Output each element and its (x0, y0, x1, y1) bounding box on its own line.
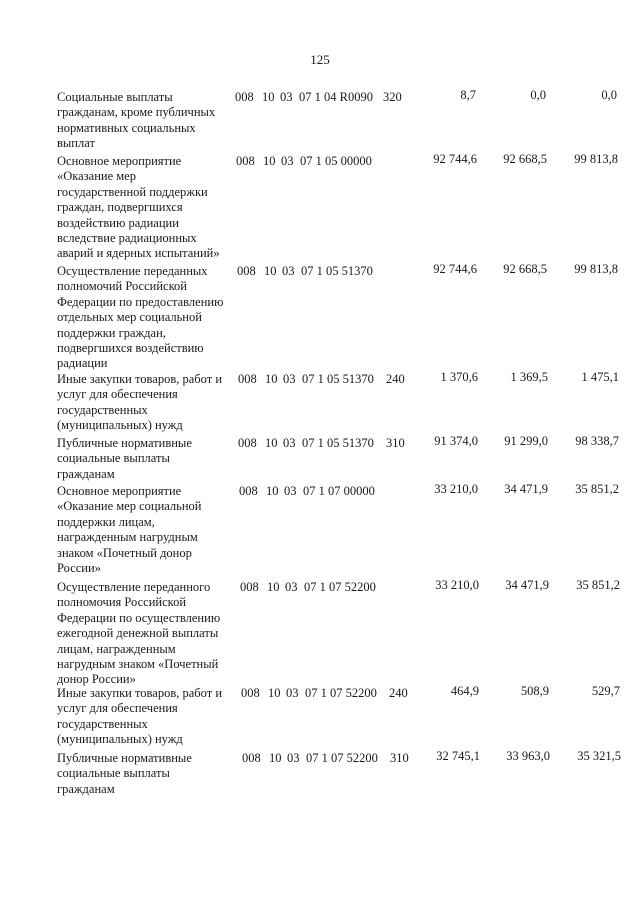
subsection-code: 03 (284, 484, 297, 498)
section-code: 10 (265, 372, 278, 386)
value-year-1: 92 744,6 (433, 262, 477, 276)
value-year-1: 32 745,1 (436, 749, 480, 763)
subsection-code: 03 (285, 580, 298, 594)
value-year-3: 35 851,2 (575, 482, 619, 496)
target-article-code: 07 1 07 52200 (306, 751, 378, 765)
expense-type-code: 310 (390, 751, 409, 765)
subsection-code: 03 (283, 372, 296, 386)
value-year-2: 508,9 (520, 684, 549, 698)
expense-type-code: 320 (383, 90, 402, 104)
ministry-code: 008 (238, 372, 257, 386)
value-year-1: 8,7 (460, 88, 476, 102)
section-code: 10 (269, 751, 282, 765)
subsection-code: 03 (287, 751, 300, 765)
page-number: 125 (310, 52, 330, 67)
ministry-code: 008 (235, 90, 254, 104)
target-article-code: 07 1 07 52200 (305, 686, 377, 700)
expense-type-code: 240 (386, 372, 405, 386)
value-year-3: 98 338,7 (575, 434, 619, 448)
section-code: 10 (264, 264, 277, 278)
value-year-3: 35 321,5 (577, 749, 621, 763)
ministry-code: 008 (241, 686, 260, 700)
target-article-code: 07 1 05 00000 (300, 154, 372, 168)
value-year-2: 91 299,0 (504, 434, 548, 448)
section-code: 10 (266, 484, 279, 498)
row-name: Иные закупки товаров, работ и услуг для обеспечения государственных (муниципальных) нужд (57, 686, 223, 747)
target-article-code: 07 1 05 51370 (302, 436, 374, 450)
target-article-code: 07 1 07 52200 (304, 580, 376, 594)
ministry-code: 008 (242, 751, 261, 765)
row-name: Публичные нормативные социальные выплаты гражданам (57, 751, 192, 796)
target-article-code: 07 1 05 51370 (302, 372, 374, 386)
ministry-code: 008 (236, 154, 255, 168)
value-year-2: 33 963,0 (506, 749, 550, 763)
value-year-1: 464,9 (450, 684, 479, 698)
subsection-code: 03 (286, 686, 299, 700)
value-year-1: 91 374,0 (434, 434, 478, 448)
value-year-1: 92 744,6 (433, 152, 477, 166)
subsection-code: 03 (281, 154, 294, 168)
value-year-2: 92 668,5 (503, 152, 547, 166)
section-code: 10 (262, 90, 275, 104)
value-year-2: 34 471,9 (504, 482, 548, 496)
section-code: 10 (268, 686, 281, 700)
row-name: Осуществление переданного полномочия Российской Федерации по осуществлению ежегодной денежной выплаты лицам, награжденным нагрудным знаком «Почетный донор России» (57, 580, 221, 687)
value-year-3: 35 851,2 (576, 578, 620, 592)
ministry-code: 008 (240, 580, 259, 594)
subsection-code: 03 (280, 90, 293, 104)
ministry-code: 008 (238, 436, 257, 450)
value-year-2: 34 471,9 (505, 578, 549, 592)
ministry-code: 008 (237, 264, 256, 278)
section-code: 10 (263, 154, 276, 168)
value-year-2: 0,0 (530, 88, 546, 102)
value-year-3: 99 813,8 (574, 262, 618, 276)
target-article-code: 07 1 04 R0090 (299, 90, 373, 104)
subsection-code: 03 (282, 264, 295, 278)
subsection-code: 03 (283, 436, 296, 450)
value-year-1: 33 210,0 (435, 578, 479, 592)
ministry-code: 008 (239, 484, 258, 498)
value-year-3: 529,7 (591, 684, 620, 698)
value-year-3: 1 475,1 (581, 370, 619, 384)
expense-type-code: 240 (389, 686, 408, 700)
value-year-2: 1 369,5 (510, 370, 548, 384)
expense-type-code: 310 (386, 436, 405, 450)
target-article-code: 07 1 07 00000 (303, 484, 375, 498)
row-name: Иные закупки товаров, работ и услуг для обеспечения государственных (муниципальных) нужд (57, 372, 223, 433)
value-year-1: 1 370,6 (440, 370, 478, 384)
target-article-code: 07 1 05 51370 (301, 264, 373, 278)
row-name: Основное мероприятие «Оказание мер социальной поддержки лицам, награжденным нагрудным знаком «Почетный донор России» (57, 484, 202, 576)
value-year-3: 99 813,8 (574, 152, 618, 166)
value-year-1: 33 210,0 (434, 482, 478, 496)
row-name: Публичные нормативные социальные выплаты гражданам (57, 436, 192, 481)
value-year-2: 92 668,5 (503, 262, 547, 276)
value-year-3: 0,0 (601, 88, 617, 102)
section-code: 10 (265, 436, 278, 450)
section-code: 10 (267, 580, 280, 594)
row-name: Осуществление переданных полномочий Российской Федерации по предоставлению отдельных мер социальной поддержки граждан, подвергшихся воздействию радиации (57, 264, 224, 371)
row-name: Основное мероприятие «Оказание мер государственной поддержки граждан, подвергшихся воздействию радиации вследствие радиационных аварий и ядерных испытаний» (57, 154, 220, 261)
row-name: Социальные выплаты гражданам, кроме публичных нормативных социальных выплат (57, 90, 216, 151)
